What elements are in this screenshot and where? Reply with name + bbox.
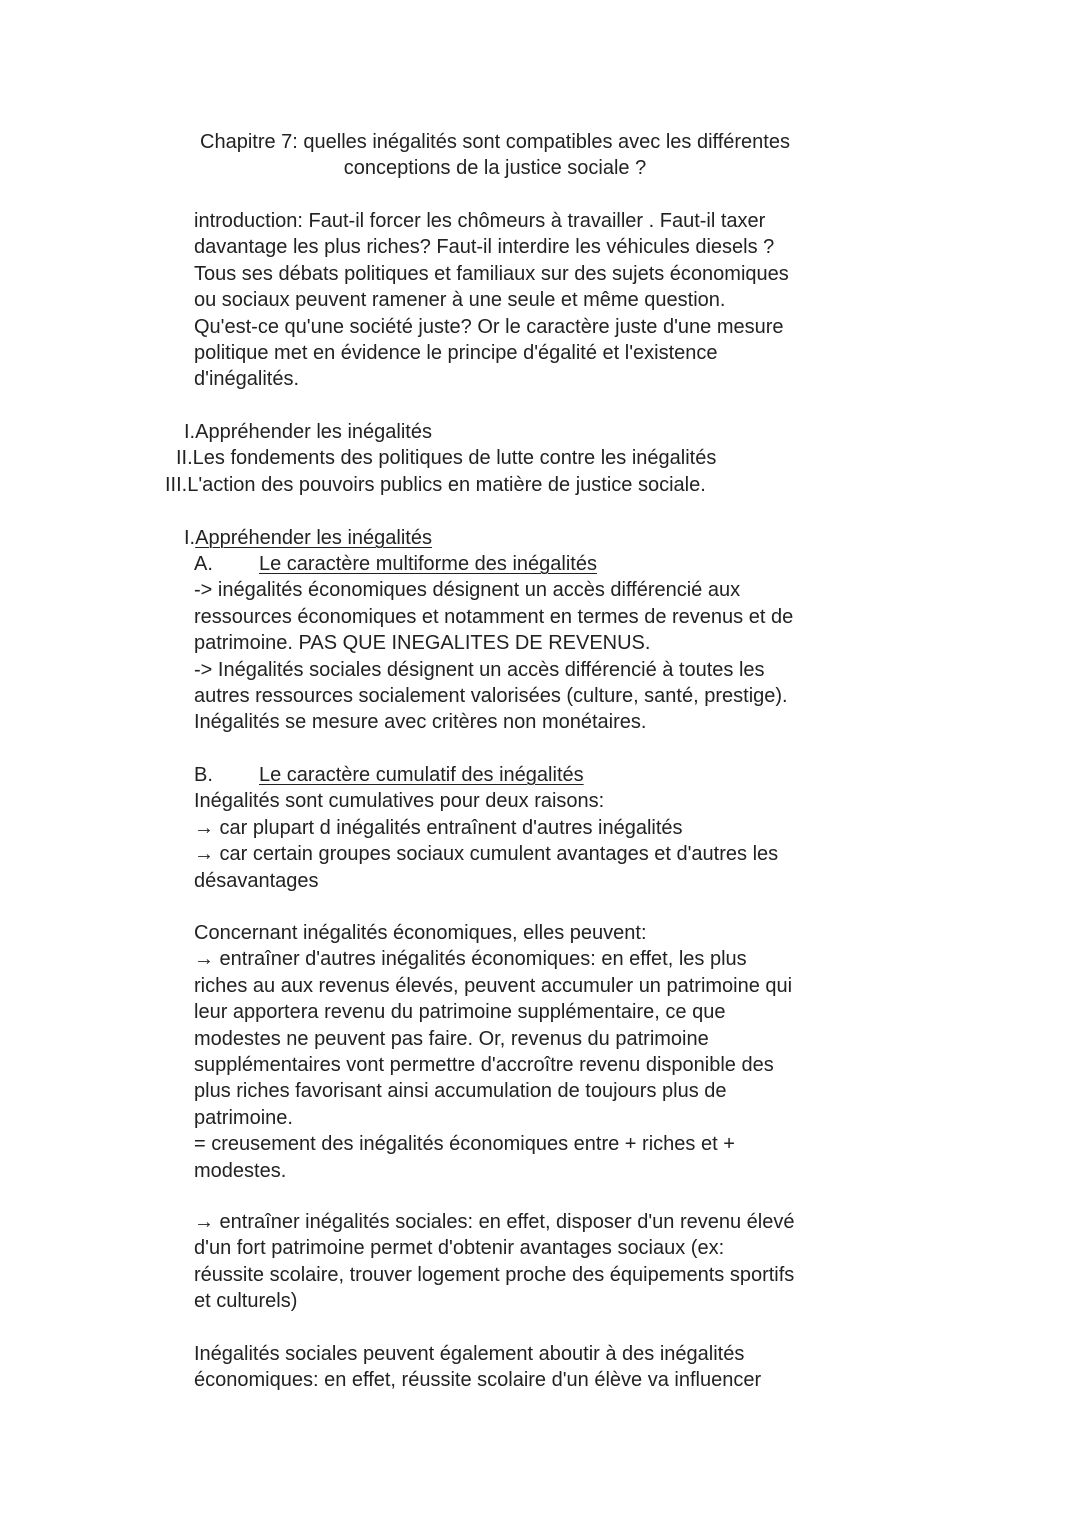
intro-line: Qu'est-ce qu'une société juste? Or le caractère juste d'une mesure bbox=[194, 315, 784, 338]
paragraph-line: → entraîner inégalités sociales: en effet, disposer d'un revenu élevé bbox=[194, 1211, 795, 1233]
paragraph-line: riches au aux revenus élevés, peuvent accumuler un patrimoine qui bbox=[194, 974, 793, 997]
chapter-title-line-2: conceptions de la justice sociale ? bbox=[343, 157, 647, 180]
paragraph-line: patrimoine. bbox=[194, 1106, 293, 1129]
paragraph-line: modestes. bbox=[194, 1159, 287, 1182]
intro-line: politique met en évidence le principe d'égalité et l'existence bbox=[194, 342, 718, 365]
paragraph-line: Concernant inégalités économiques, elles peuvent: bbox=[194, 922, 647, 944]
section-a-line: -> inégalités économiques désignent un accès différencié aux bbox=[194, 579, 741, 602]
paragraph-line: modestes ne peuvent pas faire. Or, revenus du patrimoine bbox=[194, 1027, 709, 1050]
section-a-letter: A. bbox=[194, 553, 213, 575]
paragraph-line: économiques: en effet, réussite scolaire d'un élève va influencer bbox=[194, 1369, 762, 1392]
part-1-prefix: I. bbox=[184, 527, 196, 549]
paragraph-line: réussite scolaire, trouver logement proche des équipements sportifs bbox=[194, 1263, 795, 1286]
section-b-line: → car plupart d inégalités entraînent d'autres inégalités bbox=[194, 816, 683, 839]
section-b-title: Le caractère cumulatif des inégalités bbox=[259, 764, 584, 786]
section-b-line: Inégalités sont cumulatives pour deux raisons: bbox=[194, 790, 605, 813]
outline-item-1: I.Appréhender les inégalités bbox=[184, 421, 432, 443]
paragraph-line: supplémentaires vont permettre d'accroître revenu disponible des bbox=[194, 1054, 774, 1077]
plan-outline bbox=[165, 419, 717, 498]
part-1-heading bbox=[184, 525, 804, 551]
paragraph-line: → entraîner d'autres inégalités économiques: en effet, les plus bbox=[194, 948, 747, 971]
section-a-title: Le caractère multiforme des inégalités bbox=[259, 553, 597, 575]
intro-line: davantage les plus riches? Faut-il interdire les véhicules diesels ? bbox=[194, 236, 775, 259]
section-a-line: ressources économiques et notamment en termes de revenus et de bbox=[194, 605, 794, 628]
section-b-line: désavantages bbox=[194, 869, 319, 892]
part-1-title: Appréhender les inégalités bbox=[195, 527, 432, 549]
section-a-line: -> Inégalités sociales désignent un accès différencié à toutes les bbox=[194, 658, 765, 681]
chapter-title bbox=[190, 129, 800, 182]
paragraph-line: plus riches favorisant ainsi accumulation de toujours plus de bbox=[194, 1080, 727, 1103]
economic-inequalities-paragraph bbox=[194, 920, 814, 1184]
section-a-line: patrimoine. PAS QUE INEGALITES DE REVENUS. bbox=[194, 632, 651, 655]
section-a-line: autres ressources socialement valorisées (culture, santé, prestige). bbox=[194, 685, 788, 708]
paragraph-line: = creusement des inégalités économiques entre + riches et + bbox=[194, 1133, 735, 1156]
section-b-letter: B. bbox=[194, 764, 213, 786]
section-a-line: Inégalités se mesure avec critères non monétaires. bbox=[194, 711, 647, 734]
section-b-line: → car certain groupes sociaux cumulent avantages et d'autres les bbox=[194, 843, 779, 866]
intro-line: d'inégalités. bbox=[194, 368, 299, 391]
social-to-economic-paragraph bbox=[194, 1341, 814, 1394]
intro-line: introduction: Faut-il forcer les chômeurs à travailler . Faut-il taxer bbox=[194, 210, 766, 232]
chapter-title-line-1: Chapitre 7: quelles inégalités sont compatibles avec les différentes bbox=[200, 131, 790, 153]
outline-item-3: III.L'action des pouvoirs publics en matière de justice sociale. bbox=[165, 473, 706, 496]
paragraph-line: et culturels) bbox=[194, 1290, 298, 1313]
paragraph-line: Inégalités sociales peuvent également aboutir à des inégalités bbox=[194, 1343, 745, 1365]
section-a bbox=[194, 551, 814, 736]
outline-item-2: II.Les fondements des politiques de lutte contre les inégalités bbox=[176, 447, 717, 470]
intro-line: Tous ses débats politiques et familiaux sur des sujets économiques bbox=[194, 262, 789, 285]
intro-line: ou sociaux peuvent ramener à une seule et même question. bbox=[194, 289, 726, 312]
section-b bbox=[194, 762, 814, 894]
introduction-paragraph bbox=[194, 208, 814, 393]
paragraph-line: d'un fort patrimoine permet d'obtenir avantages sociaux (ex: bbox=[194, 1237, 725, 1260]
paragraph-line: leur apportera revenu du patrimoine supplémentaire, ce que bbox=[194, 1001, 726, 1024]
social-inequalities-paragraph bbox=[194, 1209, 814, 1315]
